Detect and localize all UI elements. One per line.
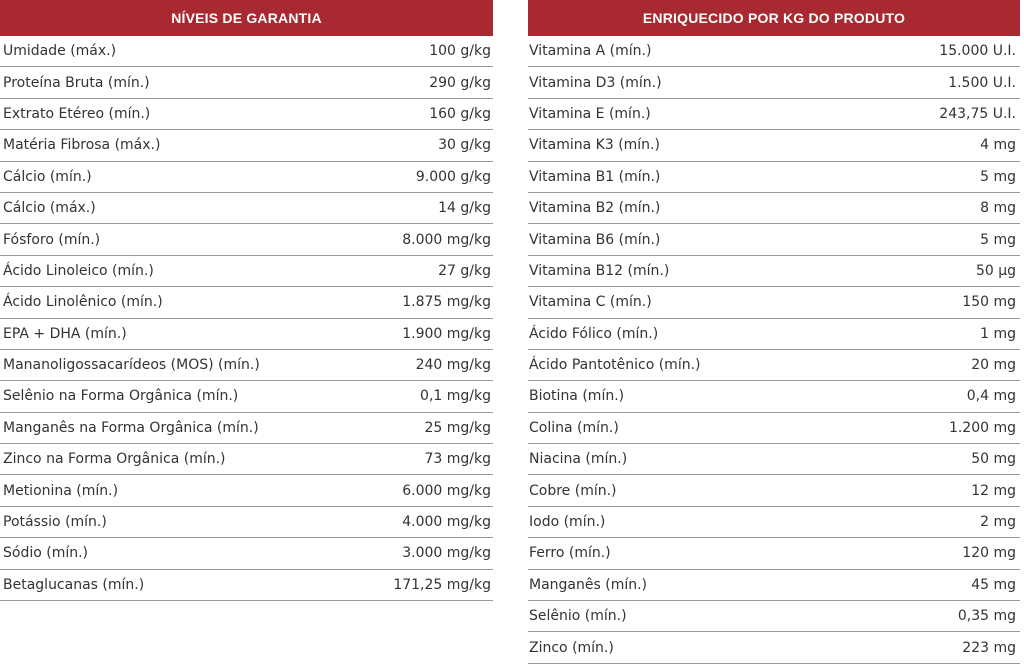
row-value: 14 g/kg — [438, 200, 491, 217]
row-value: 0,1 mg/kg — [420, 388, 491, 405]
row-value: 45 mg — [971, 576, 1016, 593]
guarantee-levels-header: NÍVEIS DE GARANTIA — [0, 0, 493, 36]
row-label: Manganês (mín.) — [529, 576, 648, 593]
table-row — [528, 413, 1020, 444]
table-row — [0, 444, 493, 475]
row-value: 160 g/kg — [429, 105, 491, 122]
table-row — [528, 632, 1020, 663]
table-row — [0, 413, 493, 444]
table-row — [528, 475, 1020, 506]
row-label: Vitamina K3 (mín.) — [529, 137, 660, 154]
table-row — [0, 224, 493, 255]
table-row — [0, 350, 493, 381]
row-label: Ácido Linoleico (mín.) — [3, 262, 154, 279]
table-row — [528, 601, 1020, 632]
row-label: EPA + DHA (mín.) — [3, 325, 127, 342]
row-label: Vitamina B6 (mín.) — [529, 231, 661, 248]
table-row — [0, 381, 493, 412]
row-label: Potássio (mín.) — [3, 514, 107, 531]
table-row — [0, 130, 493, 161]
table-row — [528, 36, 1020, 67]
row-label: Zinco (mín.) — [529, 639, 614, 656]
table-row — [0, 319, 493, 350]
row-label: Niacina (mín.) — [529, 451, 628, 468]
table-row — [528, 67, 1020, 98]
row-label: Sódio (mín.) — [3, 545, 89, 562]
table-row — [528, 507, 1020, 538]
enrichment-rows — [528, 36, 1020, 664]
row-value: 171,25 mg/kg — [393, 576, 491, 593]
table-row — [0, 193, 493, 224]
table-row — [0, 99, 493, 130]
row-label: Vitamina E (mín.) — [529, 105, 651, 122]
row-value: 4 mg — [980, 137, 1016, 154]
row-label: Vitamina D3 (mín.) — [529, 74, 662, 91]
row-label: Extrato Etéreo (mín.) — [3, 105, 151, 122]
row-label: Cálcio (máx.) — [3, 200, 96, 217]
table-row — [528, 287, 1020, 318]
row-value: 290 g/kg — [429, 74, 491, 91]
row-value: 12 mg — [971, 482, 1016, 499]
row-label: Biotina (mín.) — [529, 388, 625, 405]
row-value: 30 g/kg — [438, 137, 491, 154]
row-label: Zinco na Forma Orgânica (mín.) — [3, 451, 226, 468]
row-value: 1.900 mg/kg — [402, 325, 491, 342]
row-label: Ácido Pantotênico (mín.) — [529, 357, 701, 374]
row-value: 3.000 mg/kg — [402, 545, 491, 562]
row-value: 0,35 mg — [957, 608, 1016, 625]
row-value: 0,4 mg — [966, 388, 1016, 405]
row-label: Fósforo (mín.) — [3, 231, 101, 248]
row-label: Ácido Linolênico (mín.) — [3, 294, 163, 311]
row-label: Mananoligossacarídeos (MOS) (mín.) — [3, 357, 260, 374]
table-row — [0, 538, 493, 569]
row-value: 50 mg — [971, 451, 1016, 468]
table-row — [528, 319, 1020, 350]
table-row — [528, 381, 1020, 412]
row-label: Cálcio (mín.) — [3, 168, 92, 185]
row-label: Manganês na Forma Orgânica (mín.) — [3, 419, 259, 436]
table-row — [528, 538, 1020, 569]
row-value: 9.000 g/kg — [415, 168, 491, 185]
table-row — [0, 256, 493, 287]
guarantee-levels-table — [0, 0, 493, 601]
table-row — [528, 130, 1020, 161]
row-label: Vitamina B12 (mín.) — [529, 262, 670, 279]
row-value: 1.875 mg/kg — [402, 294, 491, 311]
row-label: Vitamina B2 (mín.) — [529, 200, 661, 217]
table-row — [528, 193, 1020, 224]
row-value: 120 mg — [962, 545, 1016, 562]
enrichment-header: ENRIQUECIDO POR KG DO PRODUTO — [528, 0, 1020, 36]
table-row — [528, 256, 1020, 287]
row-label: Vitamina B1 (mín.) — [529, 168, 661, 185]
row-value: 8 mg — [980, 200, 1016, 217]
row-value: 15.000 U.I. — [939, 43, 1016, 60]
row-value: 73 mg/kg — [424, 451, 491, 468]
row-label: Vitamina C (mín.) — [529, 294, 652, 311]
row-label: Vitamina A (mín.) — [529, 43, 652, 60]
table-row — [528, 444, 1020, 475]
table-row — [0, 570, 493, 601]
table-row — [528, 224, 1020, 255]
table-row — [528, 99, 1020, 130]
row-value: 1 mg — [980, 325, 1016, 342]
row-value: 223 mg — [962, 639, 1016, 656]
row-label: Matéria Fibrosa (máx.) — [3, 137, 161, 154]
row-label: Betaglucanas (mín.) — [3, 576, 145, 593]
row-value: 8.000 mg/kg — [402, 231, 491, 248]
row-value: 27 g/kg — [438, 262, 491, 279]
row-value: 100 g/kg — [429, 43, 491, 60]
table-row — [0, 287, 493, 318]
row-value: 1.500 U.I. — [948, 74, 1016, 91]
row-value: 5 mg — [980, 231, 1016, 248]
row-label: Cobre (mín.) — [529, 482, 617, 499]
table-row — [528, 570, 1020, 601]
row-label: Umidade (máx.) — [3, 43, 117, 60]
row-value: 50 µg — [975, 262, 1016, 279]
guarantee-levels-rows — [0, 36, 493, 601]
row-label: Selênio na Forma Orgânica (mín.) — [3, 388, 239, 405]
row-label: Metionina (mín.) — [3, 482, 119, 499]
table-row — [0, 475, 493, 506]
row-value: 20 mg — [971, 357, 1016, 374]
row-label: Ácido Fólico (mín.) — [529, 325, 659, 342]
row-value: 6.000 mg/kg — [402, 482, 491, 499]
row-value: 150 mg — [962, 294, 1016, 311]
row-value: 4.000 mg/kg — [402, 514, 491, 531]
row-value: 240 mg/kg — [415, 357, 491, 374]
table-row — [0, 36, 493, 67]
row-value: 243,75 U.I. — [939, 105, 1016, 122]
row-label: Ferro (mín.) — [529, 545, 611, 562]
row-label: Iodo (mín.) — [529, 514, 606, 531]
row-value: 2 mg — [980, 514, 1016, 531]
table-row — [0, 507, 493, 538]
row-value: 25 mg/kg — [424, 419, 491, 436]
row-value: 1.200 mg — [948, 419, 1016, 436]
row-value: 5 mg — [980, 168, 1016, 185]
row-label: Selênio (mín.) — [529, 608, 627, 625]
table-row — [528, 350, 1020, 381]
enrichment-table — [528, 0, 1020, 664]
table-row — [528, 162, 1020, 193]
table-row — [0, 162, 493, 193]
row-label: Colina (mín.) — [529, 419, 619, 436]
row-label: Proteína Bruta (mín.) — [3, 74, 150, 91]
table-row — [0, 67, 493, 98]
